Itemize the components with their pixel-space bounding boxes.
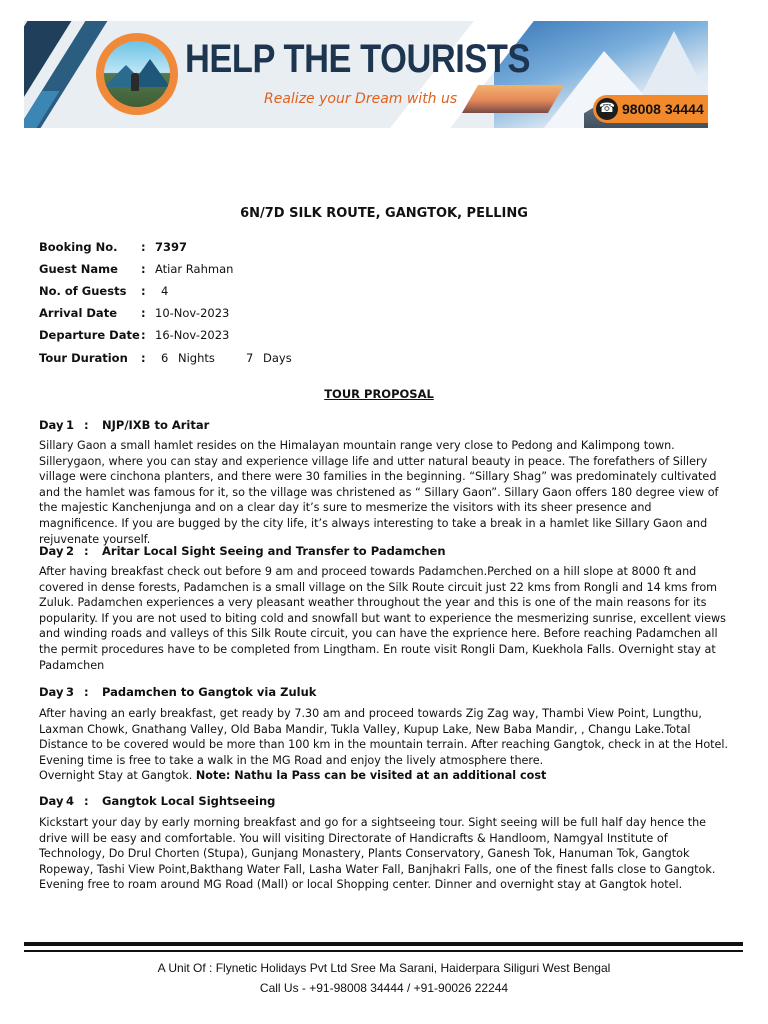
contact-numbers: Call Us - +91-98008 34444 / +91-90026 22244 [259,981,509,995]
phone-icon: ☎ [596,98,618,120]
day-word: Day [39,418,64,432]
day-number: 1 [66,418,75,432]
phone-number: 98008 34444 [622,101,704,117]
days-value: 7 [246,351,254,365]
day-title: Aritar Local Sight Seeing and Transfer to Padamchen [102,544,446,558]
day-2-heading [39,544,446,558]
days-label: Days [263,351,292,365]
guest-name-value: Atiar Rahman [155,262,234,276]
separator: : [141,262,146,276]
day-1-description: Sillary Gaon a small hamlet resides on the Himalayan mountain range very close to Pedong and Kalimpong town. Sillerygaon, where you can stay and experience village life and utter natural beauty in peace. The forefathers of Sillery village were cinchona planters, and there were 30 families in the beginning. “Sillary Shag” was predominately cultivated and the hamlet was famous for it, so the village was christened as “ Sillary Gaon”. Sillary Gaon offers 180 degree view of the majestic Kanchenjunga and on a clear day it’s sure to mesmerize the visitors with its sheer presence and magnificence. If you are bugged by the city life, it’s always interesting to take a break in a hamlet like Sillary Gaon and rejuvenate yourself. [39,439,719,546]
day-word: Day [39,794,64,808]
brand-tagline: Realize your Dream with us [264,91,458,107]
day-3-heading [39,685,316,699]
day-word: Day [39,544,64,558]
day-3-text: After having an early breakfast, get ready by 7.30 am and proceed towards Zig Zag way, Thambi View Point, Lungthu, Laxman Chowk, Gnathang Valley, Old Baba Mandir, Tukla Valley, Kupup Lake, New Baba Mandir, , Changu Lake.Total Distance to be covered would be more than 100 km in the mountain terrain. After reaching Gangtok, check in at the Hotel. Evening time is free to take a walk in the MG Road and enjoy the lively atmosphere there. [39,707,729,767]
departure-label: Departure Date [39,328,140,342]
day-2-description: After having breakfast check out before 9 am and proceed towards Padamchen.Perched on a hill slope at 8000 ft and covered in dense forests, Padamchen is a small village on the Silk Route circuit just 22 kms from Rongli and 14 kms from Zuluk. Padamchen experiences a very pleasant weather throughout the year and this is one of the main reasons for its popularity. If you are not used to biting cold and snowfall but want to experience the mesmerizing sunrise, excellent views and winding roads and valleys of this Silk Route circuit, you can have the exprience here. Before reaching Padamchen all the permit procedures have to be completed from Lingtham. En route visit Rongli Dam, Kuekhola Falls. Overnight stay at Padamchen [39,565,726,672]
day-number: 2 [66,544,75,558]
separator: : [141,328,146,342]
day-title: Gangtok Local Sightseeing [102,794,276,808]
nights-label: Nights [178,351,215,365]
arrival-value: 10-Nov-2023 [155,306,230,320]
separator: : [141,306,146,320]
separator: : [141,284,146,298]
booking-no-label: Booking No. [39,240,118,254]
day-number: 4 [66,794,75,808]
day-word: Day [39,685,64,699]
sunset-photo [462,85,564,113]
day-number: 3 [66,685,75,699]
footer-rule [24,950,743,952]
duration-label: Tour Duration [39,351,128,365]
separator: : [84,685,89,699]
nights-value: 6 [161,351,169,365]
day-title: Padamchen to Gangtok via Zuluk [102,685,317,699]
separator: : [84,794,89,808]
day-3-note: Note: Nathu la Pass can be visited at an additional cost [195,769,547,783]
company-address: A Unit Of : Flynetic Holidays Pvt Ltd Sree Ma Sarani, Haiderpara Siliguri West Bengal [157,961,611,975]
arrival-label: Arrival Date [39,306,117,320]
separator: : [84,418,89,432]
guests-label: No. of Guests [39,284,127,298]
booking-no-value: 7397 [155,240,188,254]
tour-proposal-heading: TOUR PROPOSAL [324,387,434,401]
day-4-heading [39,794,275,808]
day-3-description [39,706,733,784]
separator: : [84,544,89,558]
document-title: 6N/7D SILK ROUTE, GANGTOK, PELLING [240,206,528,221]
day-3-overnight: Overnight Stay at Gangtok. [39,769,193,783]
guests-value: 4 [161,284,169,298]
separator: : [141,351,146,365]
day-4-description: Kickstart your day by early morning breakfast and go for a sightseeing tour. Sight seeing will be full half day hence the drive will be easy and comfortable. You will visiting Directorate of Handicrafts & Handloom, Namgyal Institute of Technology, Do Drul Chorten (Stupa), Gunjang Monastery, Plants Conservatory, Ganesh Tok, Hanuman Tok, Gangtok Ropeway, Tashi View Point,Bakthang Water Fall, Lasha Water Fall, Banjhakri Falls, one of the finest falls close to Gangtok. Evening free to roam around MG Road (Mall) or local Shopping center. Dinner and overnight stay at Gangtok hotel. [39,816,716,892]
departure-value: 16-Nov-2023 [155,328,230,342]
day-title: NJP/IXB to Aritar [102,418,210,432]
footer-rule [24,942,743,946]
header-banner [24,21,708,128]
logo-traveler [131,73,139,91]
traveler-mountain-logo-icon [104,41,170,107]
brand-title: HELP THE TOURISTS [185,37,531,81]
guest-name-label: Guest Name [39,262,118,276]
day-1-heading [39,418,209,432]
separator: : [141,240,146,254]
